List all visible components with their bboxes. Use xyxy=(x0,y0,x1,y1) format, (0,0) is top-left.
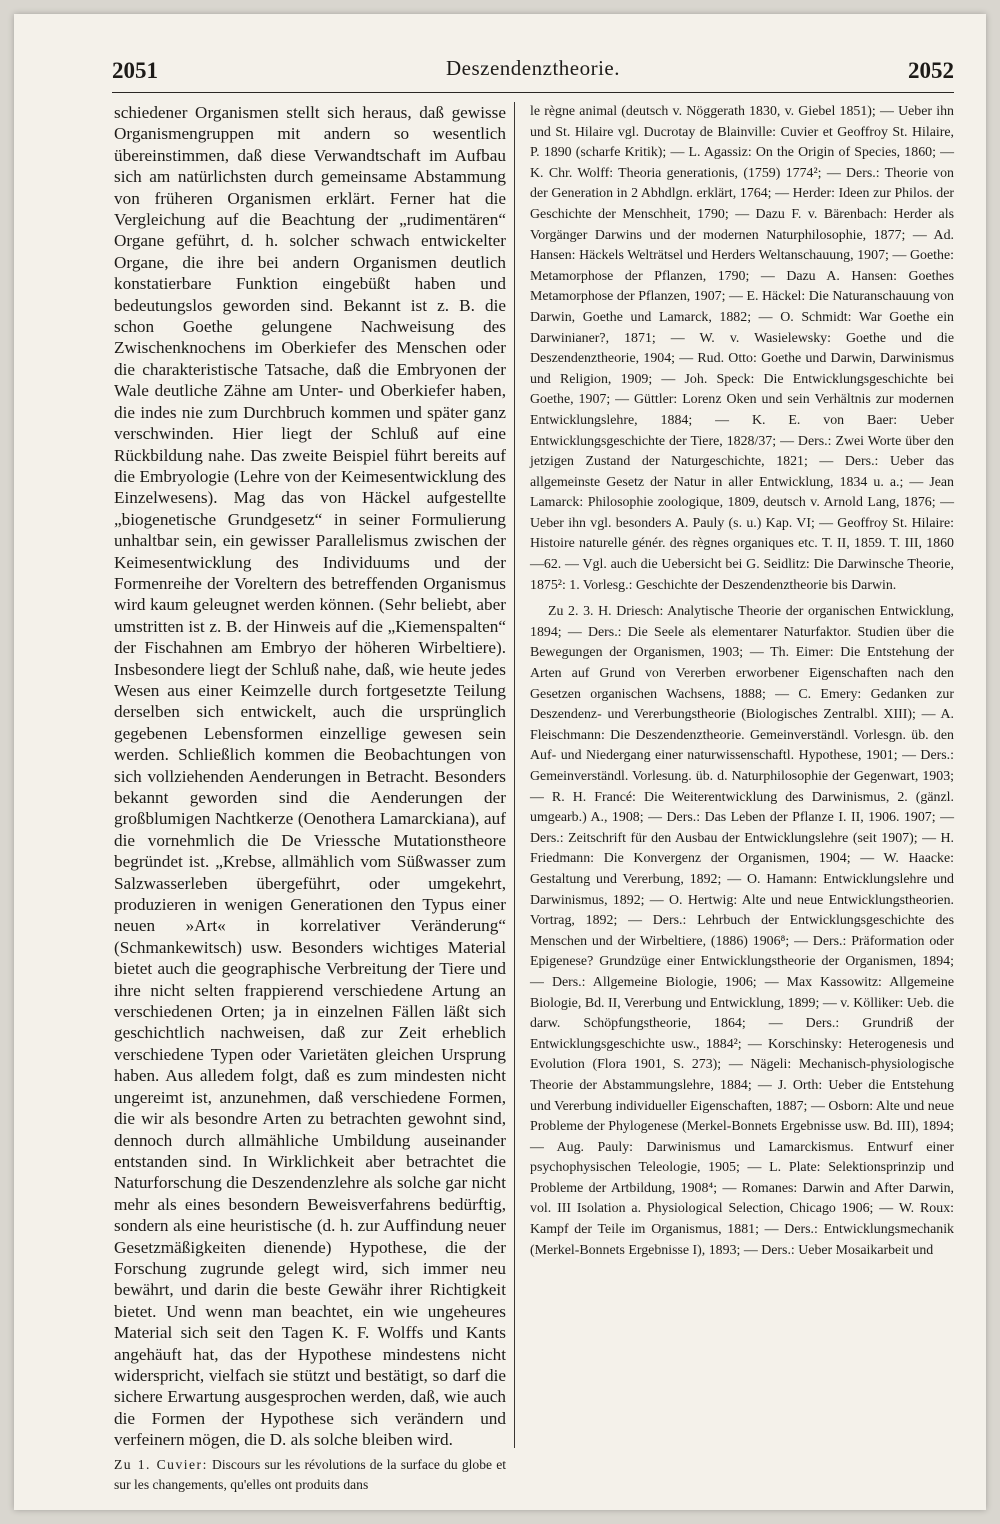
bibliography-continued: le règne animal (deutsch v. Nöggerath 1830, v. Giebel 1851); — Ueber ihn und St. Hilaire vgl. Ducrotay de Blainville: Cuvier et Geoffroy St. Hilaire, P. 1890 (scharfe Kritik); — L. Agassiz: On the Origin of Species, 1860; — K. Chr. Wolff: Theoria generationis, (1759) 1774²; — Ders.: Theorie von der Generation in 2 Abhdlgn. erklärt, 1764; — Herder: Ideen zur Philos. der Geschichte der Menschheit, 1790; — Dazu F. v. Bärenbach: Herder als Vorgänger Darwins und der modernen Naturphilosophie, 1877; — Ad. Hansen: Häckels Welträtsel und Herders Weltanschauung, 1907; — Goethe: Metamorphose der Pflanzen, 1790; — Dazu A. Hansen: Goethes Metamorphose der Pflanzen, 1907; — E. Häckel: Die Naturanschauung von Darwin, Goethe und Lamarck, 1882; — O. Schmidt: War Goethe ein Darwinianer?, 1871; — W. v. Wasielewsky: Goethe und die Deszendenztheorie, 1904; — Rud. Otto: Goethe und Darwin, Darwinismus und Religion, 1909; — Joh. Speck: Die Entwicklungsgeschichte bei Goethe, 1907; — Güttler: Lorenz Oken und sein Verhältnis zur modernen Entwicklungslehre, 1884; — K. E. von Baer: Ueber Entwicklungsgeschichte der Tiere, 1828/37; — Ders.: Zwei Worte über den jetzigen Zustand der Naturgeschichte, 1821; — Ders.: Ueber das allgemeinste Gesetz der Natur in aller Entwicklung, 1834 u. a.; — Jean Lamarck: Philosophie zoologique, 1809, deutsch v. Arnold Lang, 1876; — Ueber ihn vgl. besonders A. Pauly (s. u.) Kap. VI; — Geoffroy St. Hilaire: Histoire naturelle génér. des règnes organiques etc. T. II, 1859. T. III, 1860—62. — Vgl. auch die Uebersicht bei G. Seidlitz: Die Darwinsche Theorie, 1875²: 1. Vorlesg.: Geschichte der Deszendenztheorie bis Darwin. xyxy=(530,104,954,593)
bibliography-note-label: Zu 1. Cuvier: xyxy=(114,1456,208,1472)
page-header xyxy=(112,52,954,92)
header-rule xyxy=(112,92,954,93)
bibliography-section-2-3: Zu 2. 3. H. Driesch: Analytische Theorie der organischen Entwicklung, 1894; — Ders.: Die Seele als elementarer Naturfaktor. Studien über die Bewegungen der Organismen, 1903; — Th. Eimer: Die Entstehung der Arten auf Grund von Vererben erworbener Eigenschaften nach den Gesetzen organischen Wachsens, 1888; — C. Emery: Gedanken zur Deszendenz- und Vererbungstheorie (Biologisches Zentralbl. XIII); — A. Fleischmann: Die Deszendenztheorie. Gemeinverständl. Vorlesgn. üb. den Auf- und Niedergang einer naturwissenschaftl. Hypothese, 1901; — Ders.: Gemeinverständl. Vorlesung. üb. d. Naturphilosophie der Gegenwart, 1903; — R. H. Francé: Die Weiterentwicklung des Darwinismus, 2. (gänzl. umgearb.) A., 1908; — Ders.: Das Leben der Pflanze I. II, 1906. 1907; — Ders.: Zeitschrift für den Ausbau der Entwicklungslehre (seit 1907); — H. Friedmann: Die Konvergenz der Organismen, 1904; — W. Haacke: Gestaltung und Vererbung, 1892; — O. Hamann: Entwicklungslehre und Darwinismus, 1892; — O. Hertwig: Alte und neue Entwicklungstheorien. Vortrag, 1892; — Ders.: Lehrbuch der Entwicklungsgeschichte des Menschen und der Wirbeltiere, (1886) 1906⁸; — Ders.: Präformation oder Epigenese? Grundzüge einer Entwicklungstheorie der Organismen, 1894; — Ders.: Allgemeine Biologie, 1906; — Max Kassowitz: Allgemeine Biologie, Bd. II, Vererbung und Entwicklung, 1899; — v. Kölliker: Ueb. die darw. Schöpfungstheorie, 1864; — Ders.: Grundriß der Entwicklungsgeschichte usw., 1884²; — Korschinsky: Heterogenesis und Evolution (Flora 1901, S. 273); — Nägeli: Mechanisch-physiologische Theorie der Abstammungslehre, 1884; — J. Orth: Ueber die Entstehung und Vererbung individueller Eigenschaften, 1887; — Osborn: Alte und neue Probleme der Phylogenese (Merkel-Bonnets Ergebnisse usw. Bd. III), 1894; — Aug. Pauly: Darwinismus und Lamarckismus. Entwurf einer psychophysischen Teleologie, 1905; — L. Plate: Selektionsprinzip und Probleme der Artbildung, 1908⁴; — Romanes: Darwin and After Darwin, vol. III Isolation a. Physiological Selection, Chicago 1906; — W. Roux: Kampf der Teile im Organismus, 1881; — Ders.: Entwicklungsmechanik (Merkel-Bonnets Ergebnisse I), 1893; — Ders.: Ueber Mosaikarbeit und xyxy=(530,604,954,1258)
page-number-left: 2051 xyxy=(112,58,158,83)
bibliography-note-text: Discours sur les révolutions de la surface du globe et sur les changements, qu'elles ont produits dans xyxy=(114,1456,506,1492)
running-title: Deszendenztheorie. xyxy=(446,56,620,80)
bibliography-note-1 xyxy=(114,1455,506,1496)
main-text: schiedener Organismen stellt sich heraus, daß gewisse Organismengruppen mit andern so wesentlich übereinstimmen, daß diese Verwandtschaft im Aufbau sich am natürlichsten durch gemeinsame Abstammung von früheren Organismen erklärt. Ferner hat die Vergleichung auf die Beachtung der „rudimentären“ Organe geführt, d. h. solcher schwach entwickelter Organe, die ihre bei andern Organismen deutlich konstatierbare Funktion eingebüßt haben und bedeutungslos geworden sind. Bekannt ist z. B. die schon Goethe gelungene Nachweisung des Zwischenknochens im Oberkiefer des Menschen oder die charakteristische Tatsache, daß die Embryonen der Wale deutliche Zähne am Unter- und Oberkiefer haben, die indes nie zum Durchbruch kommen und später ganz verschwinden. Hier liegt der Schluß auf eine Rückbildung nahe. Das zweite Beispiel führt bereits auf die Embryologie (Lehre von der Keimesentwicklung des Einzelwesens). Mag das von Häckel aufgestellte „biogenetische Grundgesetz“ in seiner Formulierung unhaltbar sein, ein gewisser Parallelismus zwischen der Keimesentwicklung des Individuums und der Formenreihe der Voreltern des betreffenden Organismus wird kaum geleugnet werden können. (Sehr beliebt, aber umstritten ist z. B. der Hinweis auf die „Kiemenspalten“ der Fischahnen am Embryo der höheren Wirbeltiere). Insbesondere liegt der Schluß nahe, daß, wie heute jedes Wesen aus einer Keimzelle durch fortgesetzte Teilung derselben sich entwickelt, auch die ursprünglich gegebenen Lebensformen einzellige gewesen sein werden. Schließlich kommen die Beobachtungen von sich vollziehenden Aenderungen in Betracht. Besonders bekannt geworden sind die Aenderungen der großblumigen Nachtkerze (Oenothera Lamarckiana), auf die vornehmlich die De Vriessche Mutationstheore begründet ist. „Krebse, allmählich vom Süßwasser zum Salzwasserleben übergeführt, oder umgekehrt, produzieren in wenigen Generationen den Typus einer neuen »Art« in korrelativer Veränderung“ (Schmankewitsch) usw. Besonders wichtiges Material bietet auch die geographische Verbreitung der Tiere und ihre nicht selten frappierend verschiedene Artung an verschiedenen Orten; ja in einzelnen Fällen läßt sich geschichtlich nachweisen, daß zur Zeit erheblich verschiedene Typen oder Varietäten gleichen Ursprung haben. Aus alledem folgt, daß es zum mindesten nicht ungereimt ist, anzunehmen, daß verschiedene Formen, die wir als besondre Arten zu betrachten gewohnt sind, dennoch durch allmähliche Umbildung auseinander entstanden sind. In Wirklichkeit aber betrachtet die Naturforschung die Deszendenzlehre als solche gar nicht mehr als eines besondern Beweisverfahrens bedürftig, sondern als eine heuristische (d. h. zur Auffindung neuer Gesetzmäßigkeiten dienende) Hypothese, die der Forschung zugrunde gelegt wird, sich immer neu bewährt, und darin die beste Gewähr ihrer Richtigkeit bietet. Und wenn man beachtet, ein wie ungeheures Material sich seit den Tagen K. F. Wolffs und Kants angehäuft hat, das der Hypothese mindestens nicht widerspricht, vielfach sie stützt und bestätigt, so darf die sichere Erwartung ausgesprochen werden, daß, wie auch die Formen der Hypothese sich verändern und verfeinern mögen, die D. als solche bleiben wird. xyxy=(114,103,506,1450)
right-column xyxy=(530,102,954,1456)
left-column xyxy=(114,102,515,1492)
book-page xyxy=(14,14,986,1510)
page-number-right: 2052 xyxy=(908,58,954,83)
